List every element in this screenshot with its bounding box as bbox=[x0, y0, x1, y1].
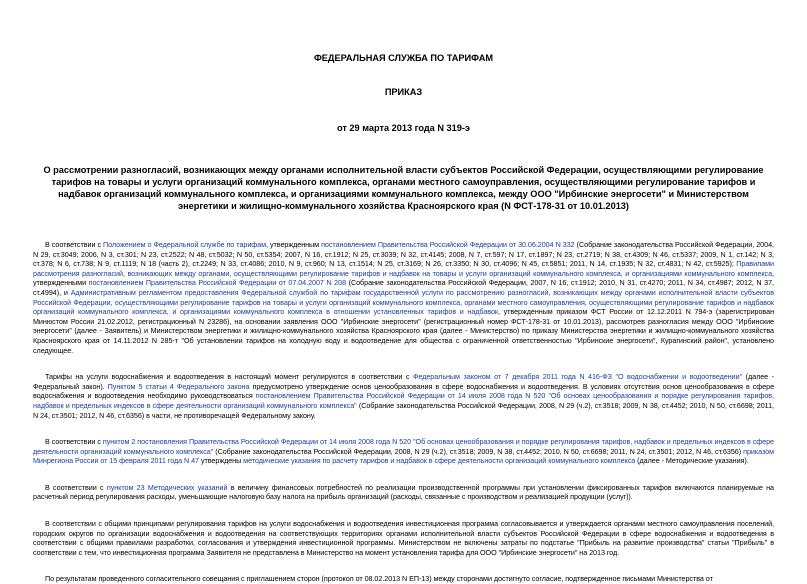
body-paragraph bbox=[33, 483, 774, 502]
body-paragraph bbox=[33, 574, 774, 584]
paragraph-text: (Собрание законодательства Российской Федерации, 2007, N 16, ст.1912; 2010, N 31, ст.4270; 2011, N 34, ст.4987; 2012, N 37, ст.4994), и bbox=[33, 278, 774, 297]
paragraph-text: В соответствии с общими принципами регулирования тарифов на услуги водоснабжения и водоотведения инвестиционная программа согласовывается и утверждается органами местного самоуправления поселений, городских округов по организации водоснабжения и водоотведения на соответствующих территориях органами исполнительной власти субъектов Российской Федерации в сфере водоснабжения и водоотведения в соответствии с общими правилами разработки, согласования и утверждения инвестиционной программы. Министерством не включены затраты по подстатье "Прибыль на развитие производства" статьи "Прибыль" в соответствии с тем, что инвестиционная программа Заявителя не представлена в Министерство на момент установления тарифа для ООО "Ирбинские энергосети" на 2013 год. bbox=[33, 519, 774, 557]
paragraph-text: Тарифы на услуги водоснабжения и водоотведения в настоящий момент регулируются в соответствии с bbox=[45, 372, 413, 382]
body-paragraph bbox=[33, 519, 774, 557]
paragraph-text: В соответствии с bbox=[45, 482, 107, 492]
document-link[interactable]: постановлением Правительства Российской Федерации от 14 июля 2008 года N 520 "Об основах ценообразования и порядке регулирования тарифов, надбавок и предельных индексов в сфере деятельности организаций коммунального комплекса" bbox=[33, 391, 774, 410]
paragraph-text: , утвержденным bbox=[266, 240, 322, 249]
paragraph-text: (далее - Методические указания). bbox=[635, 456, 749, 466]
paragraph-text: , утвержденным приказом ФСТ России от 12.12.2011 N 794-э (зарегистрирован Минюстом России 21.02.2012, регистрационный N 23286), на основании заявления ООО "Ирбинские энергосети" (регистрационный номер ФСТ-178-31 от 10.01.2013), рассмотрев разногласия между ООО "Ирбинские энергосети" (далее - Заявитель) и Министерством энергетики и жилищно-коммунального хозяйства Красноярского края (далее - Министерство) по приказу Министерства энергетики и жилищно-коммунального хозяйства Красноярского края от 14.11.2012 N 285-т "Об установлении тарифов на холодную воду и водоотведение для общества с ограниченной ответственностью "Ирбинские энергосети", Курагинский район", установлено следующее. bbox=[33, 307, 774, 355]
document-link[interactable]: Федеральным законом от 7 декабря 2011 года N 416-ФЗ "О водоснабжении и водоотведении" bbox=[412, 372, 743, 382]
paragraph-text: (Собрание законодательства Российской Федерации, 2004, N 29, ст.3049; 2006, N 3, ст.301; N 23, ст.2522; N 48, ст.5032; N 50, ст.5354; 2007, N 16, ст.1912; N 25, ст.3039; N 32, ст.4145; 2008, N 7, ст.597; N 17, ст.1897; N 23, ст.2719; N 38, ст.4309; N 46, ст.5337; 2009, N 1, ст.142; N 3, ст.378; N 6, ст.738; N 9, ст.1119; N 18 (часть 2), ст.2249; N 33, ст.4086; 2010, N 9, ст.960; N 13, ст.1514; N 25, ст.3169; N 26, ст.3350; N 30, ст.4096; N 45, ст.5851; 2011, N 14, ст.1935; N 32, ст.4831; N 42, ст.5925); bbox=[33, 240, 774, 269]
document-link[interactable]: Правилами рассмотрения разногласий, возникающих между органами, осуществляющими регулирование тарифов и надбавок на товары и услуги организаций коммунального комплекса, и организациями коммунального комплекса bbox=[33, 259, 774, 278]
paragraph-text: В соответствии с bbox=[45, 240, 104, 249]
document-title: О рассмотрении разногласий, возникающих между органами исполнительной власти субъектов Российской Федерации, осуществляющими регулирование тарифов на товары и услуги организаций коммунального комплекса, органами местного самоуправления, осуществляющими регулирование тарифов и надбавок организаций коммунального комплекса, и организациями коммунального комплекса, между ООО "Ирбинские энергосети" и Министерством энергетики и жилищно-коммунального хозяйства Красноярского края (N ФСТ-178-31 от 10.01.2013) bbox=[43, 165, 764, 211]
document-body bbox=[33, 240, 774, 584]
paragraph-text: в величину финансовых потребностей по реализации производственной программы при установлении фиксированных тарифов включаются планируемые на расчетный период регулирования расходы, уменьшающие налоговую базу налога на прибыль организаций (расходы, связанные с производством и реализацией продукции (услуг)). bbox=[33, 482, 775, 502]
body-paragraph bbox=[33, 372, 774, 420]
document-link[interactable]: постановлением Правительства Российской Федерации от 30.06.2004 N 332 bbox=[321, 240, 575, 249]
document-link[interactable]: пунктом 2 постановления Правительства Российской Федерации от 14 июля 2008 года N 520 "Об основах ценообразования и порядке регулирования тарифов, надбавок и предельных индексов в сфере деятельности организаций коммунального комплекса" bbox=[33, 437, 774, 456]
paragraph-text: (Собрание законодательства Российской Федерации, 2008, N 29 (ч.2), ст.3518; 2009, N 38, ст.4452; 2010, N 50, ст.6698; 2011, N 24, ст.3501; 2012, N 46, ст.6356) bbox=[213, 446, 744, 456]
paragraph-text: (далее - Федеральный закон). bbox=[33, 372, 774, 391]
paragraph-text: В соответствии с bbox=[45, 437, 103, 447]
document-link[interactable]: пунктом 23 Методических указаний bbox=[106, 482, 228, 492]
document-link[interactable]: методические указания по расчету тарифов и надбавок в сфере деятельности организаций коммунального комплекса bbox=[243, 456, 636, 466]
body-paragraph bbox=[33, 240, 774, 355]
agency-heading: ФЕДЕРАЛЬНАЯ СЛУЖБА ПО ТАРИФАМ bbox=[313, 53, 494, 63]
paragraph-text: По результатам проведенного согласительного совещания с приглашением сторон (протокол от 08.02.2013 N ЕП-13) между сторонами достигнуто согласие, подтвержденное письмами Министерства от bbox=[45, 574, 713, 584]
paragraph-text: предусмотрено утверждение основ ценообразования в сфере водоснабжения и водоотведения. В условиях отсутствия основ ценообразования в сфере водоснабжения и водоотведения необходимо руководствоваться bbox=[33, 381, 775, 401]
order-date: от 29 марта 2013 года N 319-э bbox=[337, 123, 470, 133]
document-link[interactable]: приказом Минрегиона России от 15 февраля 2011 года N 47 bbox=[33, 446, 774, 466]
paragraph-text: (Собрание законодательства Российской Федерации, 2008, N 29 (ч.2), ст.3518; 2009, N 38, ст.4452; 2010, N 50, ст.6698; 2011, N 24, ст.3501; 2012, N 46, ст.6356) в части, не противоречащей Федеральному закону. bbox=[33, 400, 774, 420]
document-link[interactable]: Административным регламентом предоставления Федеральной службой по тарифам государственной услуги по рассмотрению разногласий, возникающих между органами исполнительной власти субъектов Российской Федерации, осуществляющими регулирование тарифов на товары и услуги организаций коммунального комплекса, органами местного самоуправления, осуществляющими регулирование тарифов и надбавок организаций коммунального комплекса, и организациями коммунального комплекса в отношении установленных тарифов и надбавок bbox=[33, 287, 774, 317]
document-link[interactable]: Пунктом 5 статьи 4 Федерального закона bbox=[107, 381, 250, 391]
document-link[interactable]: постановлением Правительства Российской Федерации от 07.04.2007 N 208 bbox=[88, 278, 347, 288]
paragraph-text: , утвержденными bbox=[33, 268, 774, 288]
order-heading: ПРИКАЗ bbox=[384, 87, 423, 97]
paragraph-text: утверждены bbox=[199, 456, 244, 466]
document-link[interactable]: Положением о Федеральной службе по тарифам bbox=[103, 240, 267, 249]
body-paragraph bbox=[33, 437, 774, 466]
